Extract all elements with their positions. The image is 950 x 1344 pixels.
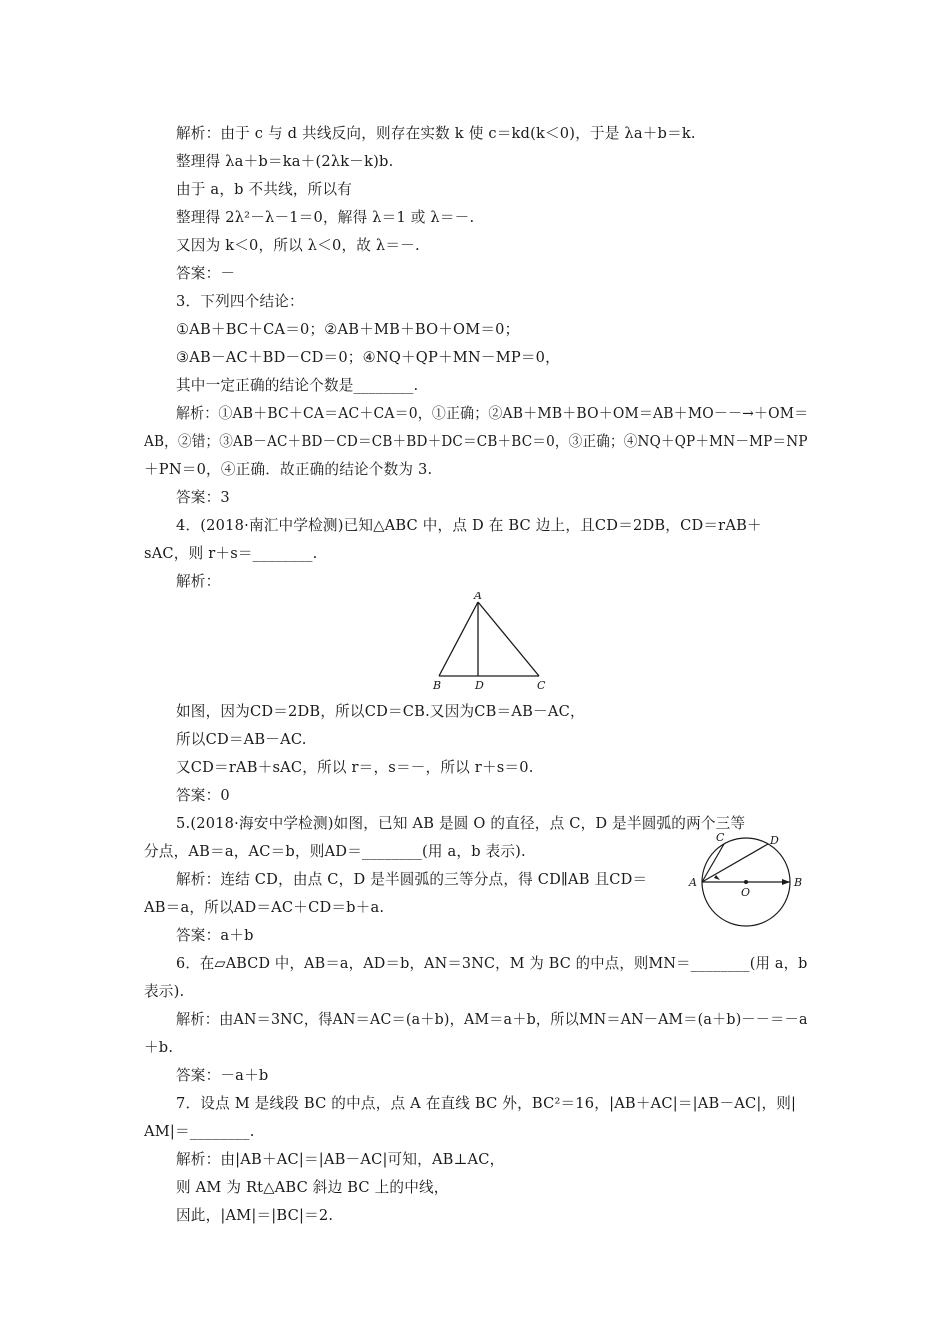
text-line: 由于 a，b 不共线，所以有	[176, 181, 353, 198]
question-4: 4．(2018·南汇中学检测)已知△ABC 中，点 D 在 BC 边上，且CD＝2DB，CD＝rAB＋	[176, 517, 762, 534]
question-6: 6．在▱ABCD 中，AB＝a，AD＝b，AN＝3NC，M 为 BC 的中点，则MN＝________(用 a，b	[176, 955, 808, 972]
text-line: 解析：①AB＋BC＋CA＝AC＋CA＝0，①正确；②AB＋MB＋BO＋OM＝AB＋MO－－→＋OM＝	[176, 405, 809, 422]
text-line: 其中一定正确的结论个数是________.	[176, 377, 419, 394]
text-line: AB，②错；③AB－AC＋BD－CD＝CB＋BD＋DC＝CB＋BC＝0，③正确；④NQ＋QP＋MN－MP＝NP	[144, 433, 808, 450]
text-line: 整理得 2λ²－λ－1＝0，解得 λ＝1 或 λ＝－.	[176, 209, 475, 226]
arrow-icon	[782, 879, 790, 885]
answer-line: 答案：0	[176, 787, 230, 804]
text-line: ③AB－AC＋BD－CD＝0；④NQ＋QP＋MN－MP＝0，	[176, 349, 560, 366]
text-line: AM|＝________.	[144, 1123, 255, 1140]
circle-label-a: A	[689, 876, 697, 889]
answer-line: 答案：－	[176, 265, 236, 282]
triangle-figure	[425, 592, 555, 696]
text-line: 如图，因为CD＝2DB，所以CD＝CB.又因为CB＝AB－AC，	[176, 703, 585, 720]
text-line: ＋b.	[144, 1039, 174, 1056]
text-line: AB＝a，所以AD＝AC＋CD＝b＋a.	[144, 899, 385, 916]
circle-label-o: O	[741, 886, 751, 899]
text-line: 解析：	[176, 573, 221, 590]
arrow-icon	[714, 875, 720, 880]
text-line: sAC，则 r＋s＝________.	[144, 545, 318, 562]
text-line: 则 AM 为 Rt△ABC 斜边 BC 上的中线，	[176, 1179, 449, 1196]
text-line: 整理得 λa＋b＝ka＋(2λk－k)b.	[176, 153, 394, 170]
text-line: 表示).	[144, 983, 185, 1000]
triangle-label-b: B	[433, 679, 442, 692]
text-line: 解析：由于 c 与 d 共线反向，则存在实数 k 使 c＝kd(k＜0)，于是 λa＋b＝k.	[176, 125, 696, 142]
text-line: 分点，AB＝a，AC＝b，则AD＝________(用 a，b 表示).	[144, 843, 526, 860]
answer-line: 答案：3	[176, 489, 230, 506]
text-line: ＋PN＝0，④正确．故正确的结论个数为 3.	[144, 461, 433, 478]
text-line: 又因为 k＜0，所以 λ＜0，故 λ＝－.	[176, 237, 420, 254]
text-line: 解析：连结 CD，由点 C，D 是半圆弧的三等分点，得 CD∥AB 且CD＝	[176, 871, 648, 888]
triangle-label-a: A	[474, 592, 482, 602]
question-5: 5.(2018·海安中学检测)如图，已知 AB 是圆 O 的直径，点 C，D 是半圆弧的两个三等	[176, 815, 746, 832]
text-line: ①AB＋BC＋CA＝0；②AB＋MB＋BO＋OM＝0；	[176, 321, 520, 338]
text-line: 因此，|AM|＝|BC|＝2.	[176, 1207, 334, 1224]
triangle-label-c: C	[537, 679, 546, 692]
question-3: 3．下列四个结论：	[176, 293, 304, 310]
text-line: 解析：由|AB＋AC|＝|AB－AC|可知，AB⊥AC，	[176, 1151, 505, 1168]
answer-line: 答案：－a＋b	[176, 1067, 269, 1084]
circle-label-b: B	[794, 876, 803, 889]
triangle-label-d: D	[475, 679, 484, 692]
text-line: 又CD＝rAB＋sAC，所以 r＝，s＝－，所以 r＋s＝0.	[176, 759, 534, 776]
answer-line: 答案：a＋b	[176, 927, 254, 944]
text-line: 解析：由AN＝3NC，得AN＝AC＝(a＋b)，AM＝a＋b，所以MN＝AN－AM＝(a＋b)－－＝－a	[176, 1011, 808, 1028]
circle-label-d: D	[770, 834, 779, 847]
text-line: 所以CD＝AB－AC.	[176, 731, 307, 748]
question-7: 7．设点 M 是线段 BC 的中点，点 A 在直线 BC 外，BC²＝16，|AB＋AC|＝|AB－AC|，则|	[176, 1095, 797, 1112]
circle-figure	[686, 828, 808, 932]
circle-label-c: C	[716, 831, 725, 844]
